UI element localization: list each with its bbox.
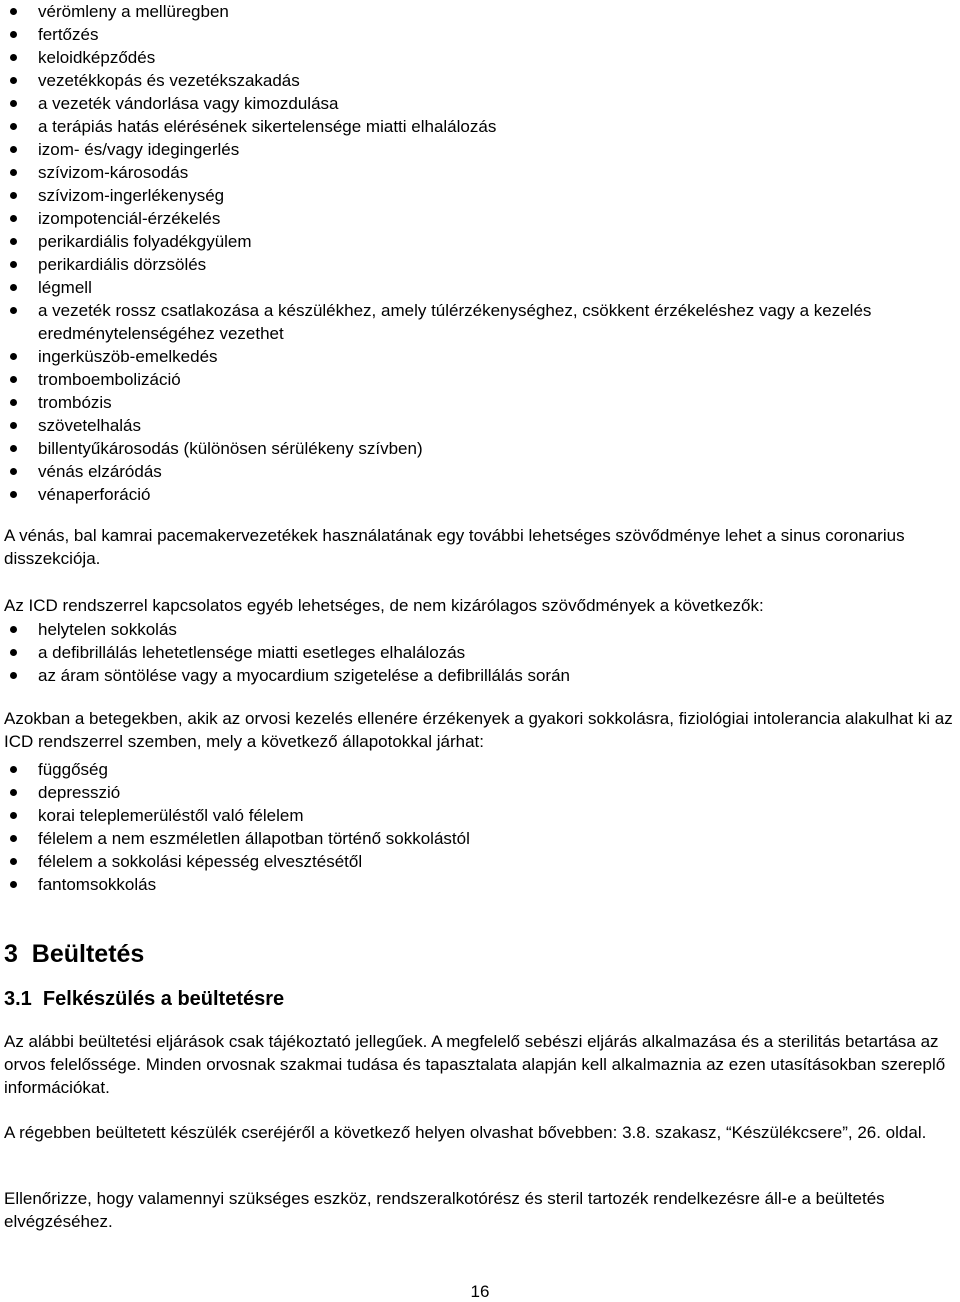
intolerance-paragraph: Azokban a betegekben, akik az orvosi kezelés ellenére érzékenyek a gyakori sokkolásra, fiziológiai intolerancia alakulhat ki az ICD rendszerrel szemben, mely a következő állapotokkal járhat:: [4, 709, 953, 751]
page-number: 16: [470, 1282, 490, 1301]
list-item: perikardiális folyadékgyülem: [0, 230, 960, 253]
list-item: félelem a sokkolási képesség elvesztésétől: [0, 850, 960, 873]
list-item: szívizom-károsodás: [0, 161, 960, 184]
list-item: félelem a nem eszméletlen állapotban történő sokkolástól: [0, 827, 960, 850]
list-item: vezetékkopás és vezetékszakadás: [0, 69, 960, 92]
list-item: korai teleplemerüléstől való félelem: [0, 804, 960, 827]
sinus-coronarius-paragraph: A vénás, bal kamrai pacemakervezetékek használatának egy további lehetséges szövődménye lehet a sinus coronarius disszekciója.: [4, 526, 905, 568]
list-item: függőség: [0, 758, 960, 781]
list-item: fantomsokkolás: [0, 873, 960, 896]
list-item: fertőzés: [0, 23, 960, 46]
list-item: keloidképződés: [0, 46, 960, 69]
list-item: ingerküszöb-emelkedés: [0, 345, 960, 368]
list-item: az áram söntölése vagy a myocardium szigetelése a defibrillálás során: [0, 664, 960, 687]
replacement-reference-paragraph: A régebben beültetett készülék cseréjéről a következő helyen olvashat bővebben: 3.8. szakasz, “Készülékcsere”, 26. oldal.: [4, 1123, 927, 1142]
list-item: a defibrillálás lehetetlensége miatti esetleges elhalálozás: [0, 641, 960, 664]
list-item: szívizom-ingerlékenység: [0, 184, 960, 207]
list-item: a vezeték rossz csatlakozása a készülékhez, amely túlérzékenységhez, csökkent érzékeléshez vagy a kezelés eredménytelenségéhez vezethet: [0, 299, 960, 345]
list-item: a terápiás hatás elérésének sikertelensége miatti elhalálozás: [0, 115, 960, 138]
implant-procedure-paragraph: Az alábbi beültetési eljárások csak tájékoztató jellegűek. A megfelelő sebészi eljárás alkalmazása és a sterilitás betartása az orvos felelőssége. Minden orvosnak szakmai tudása és tapasztalata alapján kell alkalmaznia az ezen utasításokban szereplő információkat.: [4, 1032, 946, 1097]
list-item: vérömleny a mellüregben: [0, 0, 960, 23]
subsection-heading: 3.1 Felkészülés a beültetésre: [4, 988, 285, 1010]
list-item: izompotenciál-érzékelés: [0, 207, 960, 230]
complications-list: [0, 0, 960, 506]
icd-complications-intro: Az ICD rendszerrel kapcsolatos egyéb lehetséges, de nem kizárólagos szövődmények a következők:: [4, 596, 764, 615]
section-heading: 3 Beültetés: [4, 940, 145, 968]
list-item: szövetelhalás: [0, 414, 960, 437]
list-item: billentyűkárosodás (különösen sérülékeny szívben): [0, 437, 960, 460]
list-item: trombózis: [0, 391, 960, 414]
list-item: helytelen sokkolás: [0, 618, 960, 641]
list-item: légmell: [0, 276, 960, 299]
list-item: izom- és/vagy idegingerlés: [0, 138, 960, 161]
intolerance-list: [0, 758, 960, 896]
list-item: depresszió: [0, 781, 960, 804]
equipment-check-paragraph: Ellenőrizze, hogy valamennyi szükséges eszköz, rendszeralkotórész és steril tartozék rendelkezésre áll-e a beültetés elvégzéséhez.: [4, 1189, 885, 1231]
list-item: vénás elzáródás: [0, 460, 960, 483]
list-item: vénaperforáció: [0, 483, 960, 506]
list-item: a vezeték vándorlása vagy kimozdulása: [0, 92, 960, 115]
icd-complications-list: [0, 618, 960, 687]
list-item: perikardiális dörzsölés: [0, 253, 960, 276]
list-item: tromboembolizáció: [0, 368, 960, 391]
